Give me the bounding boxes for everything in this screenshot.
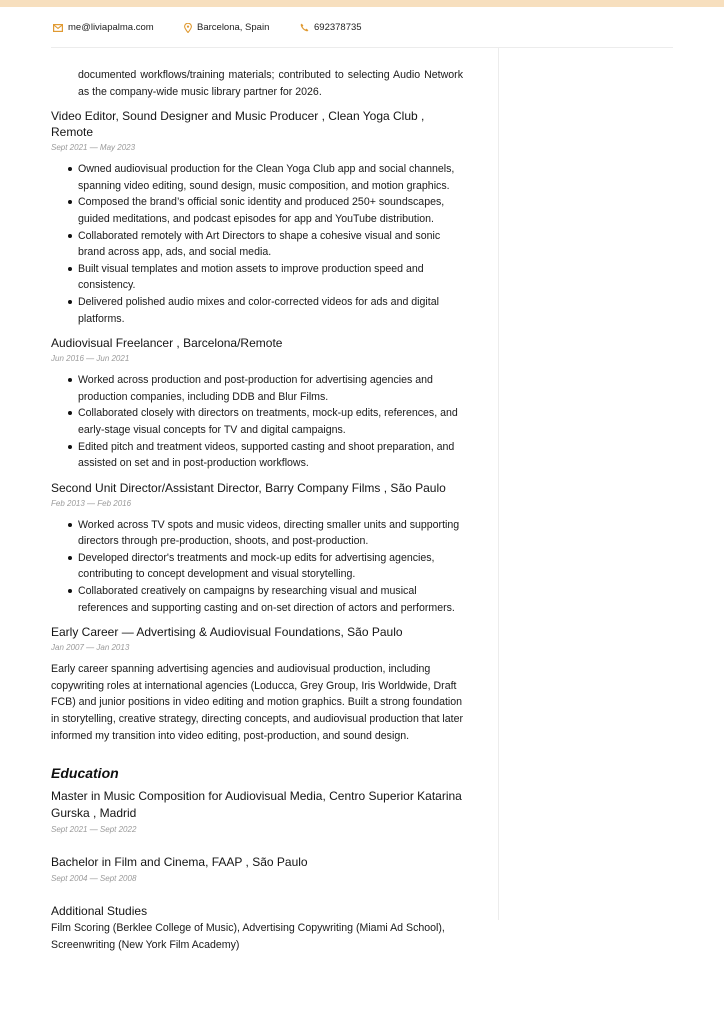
degree-dates: Sept 2021 — Sept 2022 xyxy=(51,825,137,835)
header-divider xyxy=(51,47,673,48)
phone-icon xyxy=(300,23,309,32)
main-column xyxy=(51,67,463,953)
column-divider xyxy=(498,48,499,920)
experience-entry xyxy=(51,624,463,744)
location-text: Barcelona, Spain xyxy=(197,22,270,33)
experience-entry xyxy=(51,108,463,327)
role-bullets xyxy=(51,161,463,327)
role-title: Early Career — Advertising & Audiovisual Foundations, São Paulo xyxy=(51,625,403,640)
degree-title: Bachelor in Film and Cinema, FAAP , São Paulo xyxy=(51,855,308,870)
experience-entry xyxy=(51,480,463,617)
bullet-item: Worked across production and post-production for advertising agencies and production companies, including DDB and Blur Films. xyxy=(78,372,463,405)
degree-dates: Sept 2004 — Sept 2008 xyxy=(51,874,137,884)
role-title: Second Unit Director/Assistant Director, Barry Company Films , São Paulo xyxy=(51,480,446,495)
role-paragraph: Early career spanning advertising agencies and audiovisual production, including copywriting roles at international agencies (Loducca, Grey Group, Iris Worldwide, Draft FCB) and junior positions in video editing and motion graphics. Built a strong foundation in storytelling, creative strategy, directing concepts, and audiovisual production that later informed my transition into video editing, post-production, and sound design. xyxy=(51,663,464,742)
bullet-item: Worked across TV spots and music videos, directing smaller units and supporting directors through pre-production, shoots, and post-production. xyxy=(78,517,463,550)
location-pin-icon xyxy=(184,23,192,33)
bullet-item: Owned audiovisual production for the Clean Yoga Club app and social channels, spanning video editing, sound design, music composition, and motion graphics. xyxy=(78,161,463,194)
bullet-item: Edited pitch and treatment videos, supported casting and shoot preparation, and assisted on set and in post-production workflows. xyxy=(78,439,463,472)
continued-line: documented workflows/training materials; contributed to selecting Audio Network xyxy=(78,69,463,81)
degree-title: Master in Music Composition for Audiovisual Media, Centro Superior Katarina Gurska , Madrid xyxy=(51,789,462,821)
role-title: Audiovisual Freelancer , Barcelona/Remote xyxy=(51,336,283,351)
additional-studies xyxy=(51,903,463,953)
contact-location xyxy=(184,22,269,33)
contact-phone[interactable] xyxy=(300,22,362,33)
email-text: me@liviapalma.com xyxy=(68,22,154,33)
role-title: Video Editor, Sound Designer and Music Producer , Clean Yoga Club , Remote xyxy=(51,109,425,140)
role-bullets xyxy=(51,517,463,617)
education-entry xyxy=(51,788,463,835)
bullet-item: Composed the brand’s official sonic identity and produced 250+ soundscapes, guided meditations, and podcast episodes for app and YouTube distribution. xyxy=(78,194,463,227)
bullet-item: Developed director's treatments and mock-up edits for advertising agencies, contributing to concept development and visual storytelling. xyxy=(78,550,463,583)
role-dates: Sept 2021 — May 2023 xyxy=(51,143,136,153)
phone-text: 692378735 xyxy=(314,22,362,33)
education-entry xyxy=(51,854,463,884)
role-dates: Jun 2016 — Jun 2021 xyxy=(51,354,130,364)
bullet-item: Collaborated closely with directors on treatments, mock-up edits, references, and early-stage visual concepts for TV and digital campaigns. xyxy=(78,405,463,438)
mail-icon xyxy=(53,24,63,32)
additional-studies-text: Film Scoring (Berklee College of Music), Advertising Copywriting (Miami Ad School), Screenwriting (New York Film Academy) xyxy=(51,922,445,951)
role-bullets xyxy=(51,372,463,472)
bullet-item: Collaborated remotely with Art Directors to shape a cohesive visual and sonic brand across app, ads, and social media. xyxy=(78,228,463,261)
contact-email[interactable] xyxy=(53,22,154,33)
top-accent-bar xyxy=(0,0,724,7)
bullet-item: Built visual templates and motion assets to improve production speed and consistency. xyxy=(78,261,463,294)
role-dates: Feb 2013 — Feb 2016 xyxy=(51,498,132,508)
experience-entry xyxy=(51,335,463,472)
continued-line: as the company-wide music library partner for 2026. xyxy=(78,85,322,98)
additional-studies-title: Additional Studies xyxy=(51,904,148,919)
bullet-item: Delivered polished audio mixes and color-corrected videos for ads and digital platforms. xyxy=(78,294,463,327)
bullet-item: Collaborated creatively on campaigns by researching visual and musical references and supporting casting and on-set direction of actors and performers. xyxy=(78,583,463,616)
education-heading: Education xyxy=(51,765,119,782)
role-dates: Jan 2007 — Jan 2013 xyxy=(51,643,130,653)
